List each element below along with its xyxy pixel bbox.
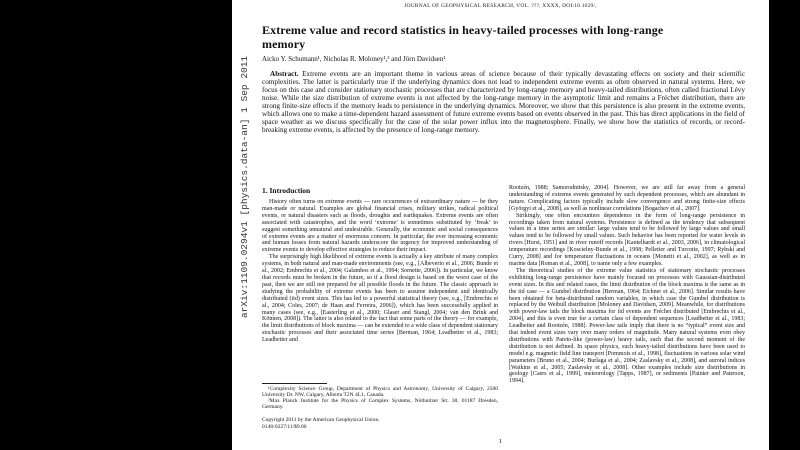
paper-page	[232, 0, 769, 450]
page-number: 1	[498, 438, 503, 445]
paragraph: Strikingly, one often encounters dependence in the form of long-range persistence in recordings taken from natural systems. Persistence is defined as the tendency that subsequent values in a time series are similar: large values tend to be followed by large values and small values tend to be followed by small values. Such behavior has been reported for water levels in rivers [Hurst, 1951] and in river runoff records [Kantelhardt et al., 2003, 2006], in climatological temperature recordings [Koscielny-Bunde et al., 1998; Pelletier and Turcotte, 1997; Rybski and Curry, 2008] and for temperature fluctuations in oceans [Monetti et al., 2002], as well as in marine data [Roman et al., 2008], to name only a few examples.	[509, 212, 745, 267]
issn-line: 0148-0227/11/$9.00	[262, 423, 307, 430]
abstract	[262, 70, 745, 134]
footnote-block	[262, 380, 498, 430]
paper-title: Extreme value and record statistics in heavy-tailed processes with long-range memory	[262, 23, 664, 51]
paragraph: The theoretical studies of the extreme value statistics of stationary stochastic processes exhibiting long-range persistence have mainly focused on processes with Gaussian-distributed event sizes. In this and related cases, the limit distribution of the block maxima is the same as in the iid case — a Gumbel distribution [Berman, 1964; Eichner et al., 2006]. Similar results have been obtained for beta-distributed random variables, in which case the Gumbel distribution is replaced by the Weibull distribution [Moloney and Davidsen, 2009]. Meanwhile, for distributions with power-law tails the block maxima for iid events are Fréchet distributed [Embrechts et al., 2004], and this is even true for a certain class of dependent sequences [Leadbetter et al., 1983; Leadbetter and Rootzén, 1988]. Power-law tails imply that there is no “typical” event size and that indeed event sizes vary over many orders of magnitude. Many natural systems even obey distributions with Pareto-like (power-law) heavy tails, such that the second moment of the distribution is not defined. In space physics, such heavy-tailed distributions have been used to model e.g. magnetic field line transport [Pommois et al., 1998], fluctuations in various solar wind parameters [Bruno et al., 2004; Burlaga et al., 2004; Zaslavsky et al., 2008], and auroral indices [Watkins et al., 2005; Zaslavsky et al., 2008]. Other examples include size distributions in geology [Caers et al., 1999], meteorology [Tapps, 1987], or sediments [Painter and Paterson, 1994].	[509, 267, 745, 385]
journal-header: JOURNAL OF GEOPHYSICAL RESEARCH, VOL. ???, XXXX, DOI:10.1029/,	[404, 3, 597, 9]
column-right	[509, 185, 745, 430]
abstract-text: Extreme events are an important theme in various areas of science because of their typically devastating effects on society and their scientific complexities. The latter is particularly true if the underlying dynamics does not lead to independent extreme events as often observed in natural systems. Here, we focus on this case and consider stationary stochastic processes that are characterized by long-range memory and heavy-tailed distributions, often called fractional Lévy noise. While the size distribution of extreme events is not affected by the long-range memory in the asymptotic limit and remains a Fréchet distribution, there are strong finite-size effects if the memory leads to persistence in the underlying dynamics. Moreover, we show that this persistence is also present in the extreme events, which allows one to make a time-dependent hazard assessment of future extreme events based on events observed in the past. This has direct applications in the field of space weather as we discuss specifically for the case of the solar power influx into the magnetosphere. Finally, we show how the statistics of records, or record-breaking extreme events, is affected by the presence of long-range memory.	[262, 70, 746, 134]
copyright-notice	[262, 417, 498, 430]
footnote-affiliation-1: ¹Complexity Science Group, Department of Physics and Astronomy, University of Calgary, 2500 University Dr. NW, Calgary, Alberta T2N 4L1, Canada.	[262, 385, 498, 398]
section-heading-introduction: 1. Introduction	[262, 186, 311, 195]
arxiv-stamp: arXiv:1109.0294v1 [physics.data-an] 1 Sep 2011	[239, 55, 250, 319]
paragraph: Rootzén, 1988; Samorodnitsky, 2004]. However, we are still far away from a general understanding of extreme events generated by such dependent processes, which are abundant in nature. Complicating factors typically include slow convergence and strong finite-size effects [Györgyi et al., 2008], as well as nonlinear correlations [Bogachev et al., 2007].	[509, 185, 745, 212]
footnote-divider	[262, 383, 327, 384]
body-columns	[262, 185, 745, 430]
paper-authors: Aicko Y. Schumann¹, Nicholas R. Moloney¹,² and Jörn Davidsen¹	[262, 55, 446, 63]
paragraph: History often turns on extreme events — rare occurrences of extraordinary nature — be they man-made or natural. Examples are global financial crises, military strikes, radical political events, or natural disasters such as floods, droughts and earthquakes. Extreme events are often associated with catastrophes, and the word ‘extreme’ is sometimes substituted by ‘freak’ to suggest something unnatural and undesirable. Generally, the economic and social consequences of extreme events are a matter of enormous concern. In particular, the ever increasing economic and human losses from natural hazards underscore the urgency for improved understanding of extreme events to develop effective strategies to reduce their impact.	[262, 199, 498, 254]
abstract-label: Abstract.	[270, 70, 299, 78]
footnote-affiliation-2: ²Max Planck Institute for the Physics of Complex Systems, Nöthnitzer Str. 38, 01187 Dresden, Germany.	[262, 398, 498, 411]
column-left	[262, 185, 498, 430]
copyright-line: Copyright 2011 by the American Geophysical Union.	[262, 417, 380, 424]
paragraph: The surprisingly high likelihood of extreme events is actually a key attribute of many complex systems, in both natural and man-made environments (see, e.g., [Albeverio et al., 2006; Bunde et al., 2002; Embrechts et al., 2004; Galambos et al., 1994; Sornette, 2006]). In particular, we know that records must be broken in the future, so if a flood design is based on the worst case of the past, then we are still not prepared for all possible floods in the future. The classic approach to studying the probability of extreme events has been to assume independent and identically distributed (iid) event sizes. This has led to a powerful statistical theory (see, e.g., [Embrechts et al., 2004; Coles, 2007; de Haan and Ferreira, 2006]), which has been successfully applied in many cases (see, e.g., [Easterling et al., 2000; Glaser and Stangl, 2004; van den Brink and Können, 2008]). The latter is also related to the fact that some parts of the theory — for example, the limit distributions of block maxima — can be extended to a wide class of dependent stationary stochastic processes and their associated time series [Berman, 1964; Leadbetter et al., 1983; Leadbetter and	[262, 254, 498, 344]
front-matter	[262, 24, 745, 134]
